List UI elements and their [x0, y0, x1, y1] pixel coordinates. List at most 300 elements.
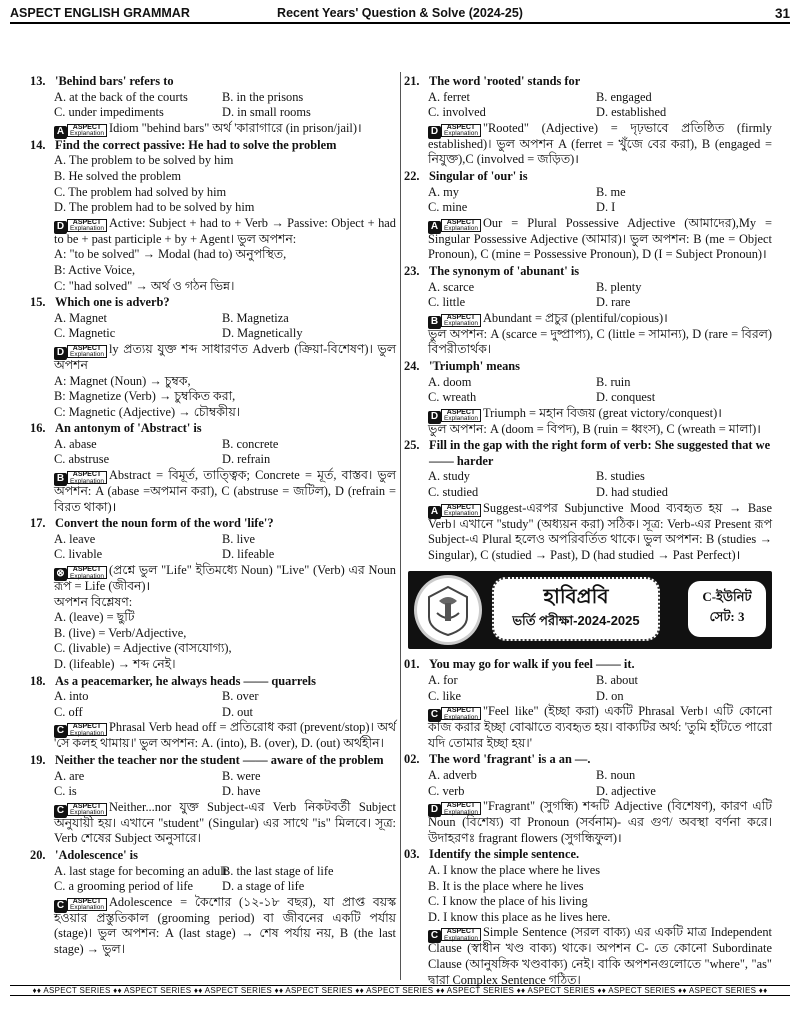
question-stem: Fill in the gap with the right form of verb: She suggested that we —— harder	[429, 438, 771, 468]
badge-word: Explanation	[444, 225, 478, 233]
option-item: A. at the back of the courts	[54, 89, 188, 104]
explanation-text	[404, 501, 772, 564]
options-grid	[404, 375, 772, 406]
question-text	[404, 264, 772, 280]
option-item: B. the last stage of life	[222, 863, 334, 878]
question-stem: Which one is adverb?	[55, 295, 170, 310]
question-stem: Identify the simple sentence.	[429, 847, 580, 862]
answer-key: A	[428, 506, 441, 519]
badge-brand: ASPECT	[72, 566, 102, 574]
question-block	[404, 264, 772, 358]
explanation-line: Simple Sentence (সরল বাক্য) এর একটি মাত্র Independent Clause (স্বাধীন খণ্ড বাক্য) থাকে। অপশন C- তে কোনো Subordinate Clause (আনুষঙ্গিক খণ্ডবাক্য) নেই। বাকি অপশনগুলোতে "where", "as" দ্বারা Complex Sentence গঠিত।	[428, 925, 772, 987]
answer-badge	[54, 124, 107, 137]
explanation-line: Abstract = বিমূর্ত, তাত্ত্বিক; Concrete = মূর্ত, বাস্তব। ভুল অপশন: A (abase =অপমান করা), C (abstruse = জটিল), D (refrain = বিরত থাকা)।	[54, 468, 396, 514]
answer-key: B	[54, 473, 67, 486]
badge-word: Explanation	[70, 225, 104, 233]
options-grid	[404, 673, 772, 704]
badge-brand: ASPECT	[446, 928, 476, 936]
explanation-text	[404, 925, 772, 988]
question-block	[30, 138, 396, 294]
explanation-line: C: "had solved" → অর্থ ও গঠন ভিন্ন।	[54, 278, 235, 293]
options-grid	[30, 864, 396, 895]
exam-year: ভর্তি পরীক্ষা-2024-2025	[512, 613, 640, 629]
answer-badge	[54, 219, 107, 232]
option-item: C. livable	[54, 547, 103, 562]
option-item: C. mine	[428, 200, 468, 215]
option-item: D. have	[222, 784, 261, 799]
option-item: D. in small rooms	[222, 105, 311, 120]
explanation-line: Suggest-এরপর Subjunctive Mood ব্যবহৃত হয় → Base Verb। এখানে "study" (অধ্যয়ন করা) সঠিক। সূত্র: Verb-এর Present রূপ Subject-এ Plural হলেও অপরিবর্তিত থাকে। ভুল অপশন: B (studies → Singular), C (studied → Past), D (had studied → Past Perfect)।	[428, 500, 772, 562]
question-stem: 'Triumph' means	[429, 358, 520, 373]
option-item: B. were	[222, 768, 261, 783]
explanation-line: A: Magnet (Noun) → চুম্বক,	[54, 373, 191, 388]
column-divider	[400, 72, 401, 980]
section-title: Recent Years' Question & Solve (2024-25)	[277, 6, 523, 20]
question-text	[30, 674, 396, 690]
explanation-text	[30, 657, 396, 673]
answer-key: ⊗	[54, 568, 67, 581]
explanation-text	[30, 342, 396, 374]
question-block	[404, 169, 772, 263]
option-item: B. studies	[596, 469, 645, 484]
badge-word: Explanation	[70, 477, 104, 485]
explanation-line: "Feel like" (ইচ্ছা করা) একটি Phrasal Verb। এটি কোনো কাজ করার ইচ্ছা বোঝাতে ব্যবহৃত হয়। বাক্যটির অর্থ: 'তুমি হাঁটতে পারো যদি তোমার ইচ্ছা হয়।'	[428, 704, 772, 750]
explanation-line: B. (live) = Verb/Adjective,	[54, 625, 187, 640]
options-grid	[30, 153, 396, 215]
options-grid	[404, 863, 772, 925]
option-item: A. last stage for becoming an adult	[54, 863, 228, 878]
badge-word: Explanation	[444, 713, 478, 721]
question-stem: The word 'rooted' stands for	[429, 74, 581, 88]
question-stem: 'Adolescence' is	[55, 847, 138, 862]
option-item: A. adverb	[428, 768, 477, 782]
answer-badge	[428, 124, 481, 137]
badge-word: Explanation	[444, 415, 478, 423]
question-number: 23.	[404, 263, 420, 278]
explanation-line: D. (lifeable) → শব্দ নেই।	[54, 657, 176, 671]
question-text	[30, 516, 396, 532]
explanation-label	[67, 219, 107, 232]
explanation-line: ভুল অপশন: A (doom = বিপদ), B (ruin = ধ্বংস), C (wreath = মালা)।	[428, 421, 761, 436]
explanation-line: Phrasal Verb head off = প্রতিরোধ করা (prevent/stop)। অর্থ 'সে কলহ থামায়।' ভুল অপশন: A. (into), B. (over), D. (out) অর্থহীন।	[54, 720, 396, 751]
option-item: D. adjective	[596, 783, 656, 798]
option-item: C. Magnetic	[54, 326, 116, 341]
option-item: C. involved	[428, 105, 486, 120]
answer-key: C	[428, 709, 441, 722]
answer-badge	[428, 219, 481, 232]
explanation-line: ভুল অপশন: A (scarce = দুষ্প্রাপ্য), C (little = সামান্য), D (rare = বিরল) বিপরীতার্থক।	[428, 326, 772, 357]
question-stem: An antonym of 'Abstract' is	[55, 421, 202, 436]
option-item: C. wreath	[428, 390, 477, 405]
option-item: B. It is the place where he lives	[428, 878, 584, 893]
question-stem: The word 'fragrant' is a an —.	[429, 752, 591, 767]
option-item: D. The problem had to be solved by him	[54, 200, 255, 215]
explanation-line: Triumph = মহান বিজয় (great victory/conquest)।	[482, 405, 722, 420]
question-block	[30, 421, 396, 515]
option-item: A. Magnet	[54, 310, 107, 325]
option-item: B. Magnetiza	[222, 310, 289, 325]
explanation-text	[404, 799, 772, 846]
explanation-line: অপশন বিশ্লেষণ:	[54, 594, 133, 609]
question-block	[404, 847, 772, 988]
options-grid	[30, 90, 396, 121]
badge-brand: ASPECT	[446, 218, 476, 226]
question-number: 17.	[30, 516, 46, 531]
explanation-text	[30, 626, 396, 642]
explanation-text	[30, 405, 396, 421]
badge-word: Explanation	[70, 904, 104, 912]
badge-word: Explanation	[444, 320, 478, 328]
question-number: 03.	[404, 847, 420, 862]
question-text	[30, 138, 396, 154]
badge-word: Explanation	[70, 130, 104, 138]
option-item: B. live	[222, 531, 256, 546]
explanation-label	[441, 124, 481, 137]
book-title: ASPECT ENGLISH GRAMMAR	[10, 6, 190, 20]
answer-badge	[428, 802, 481, 815]
answer-key: A	[54, 126, 67, 139]
answer-key: D	[428, 411, 441, 424]
explanation-line: A: "to be solved" → Modal (had to) অনুপস্থিত,	[54, 247, 287, 262]
explanation-line: "Rooted" (Adjective) = দৃঢ়ভাবে প্রতিষ্ঠিত (firmly established)। ভুল অপশন A (ferret = খুঁজে বের করা), B (engaged = নিযুক্ত),C (involved = জড়িত)।	[428, 120, 772, 167]
badge-brand: ASPECT	[446, 313, 476, 321]
option-item: A. abase	[54, 436, 97, 451]
answer-badge	[54, 345, 107, 358]
explanation-text	[404, 422, 772, 438]
badge-word: Explanation	[70, 351, 104, 359]
question-number: 21.	[404, 74, 420, 88]
explanation-line: ly প্রত্যয় যুক্ত শব্দ সাধারণত Adverb (ক্রিয়া-বিশেষণ)। ভুল অপশন	[54, 341, 396, 372]
badge-brand: ASPECT	[446, 123, 476, 131]
option-item: C. little	[428, 295, 466, 310]
question-block	[404, 657, 772, 751]
option-item: D. refrain	[222, 452, 271, 467]
question-stem: Find the correct passive: He had to solve the problem	[55, 137, 337, 152]
options-grid	[404, 469, 772, 500]
option-item: C. I know the place of his living	[428, 894, 588, 909]
explanation-line: C: Magnetic (Adjective) → চৌম্বকীয়।	[54, 404, 241, 419]
options-grid	[30, 689, 396, 720]
answer-badge	[54, 471, 107, 484]
question-stem: As a peacemarker, he always heads —— quarrels	[55, 673, 316, 688]
option-item: B. over	[222, 689, 259, 704]
explanation-text	[404, 327, 772, 358]
right-questions-a	[404, 74, 772, 563]
question-block	[404, 74, 772, 168]
option-item: B. in the prisons	[222, 89, 304, 104]
question-block	[404, 752, 772, 846]
explanation-text	[30, 216, 396, 248]
explanation-line: Idiom "behind bars" অর্থ 'কারাগারে (in prison/jail)।	[108, 120, 362, 135]
right-questions-b	[404, 657, 772, 988]
badge-brand: ASPECT	[72, 344, 102, 352]
option-item: C. verb	[428, 783, 465, 798]
option-item: D. lifeable	[222, 547, 275, 562]
option-item: C. is	[54, 784, 77, 799]
explanation-label	[441, 409, 481, 422]
explanation-text	[30, 468, 396, 515]
question-stem: 'Behind bars' refers to	[55, 74, 174, 88]
badge-brand: ASPECT	[72, 471, 102, 479]
question-block	[404, 438, 772, 563]
answer-key: C	[54, 805, 67, 818]
answer-badge	[428, 928, 481, 941]
explanation-text	[30, 610, 396, 626]
answer-badge	[428, 314, 481, 327]
option-item: A. my	[428, 184, 459, 199]
explanation-text	[30, 595, 396, 611]
question-stem: The synonym of 'abunant' is	[429, 263, 580, 278]
explanation-text	[30, 263, 396, 279]
answer-badge	[54, 803, 107, 816]
left-column	[30, 74, 396, 979]
option-item: A. leave	[54, 531, 96, 546]
explanation-label	[67, 471, 107, 484]
question-number: 15.	[30, 295, 46, 310]
badge-word: Explanation	[444, 510, 478, 518]
explanation-label	[67, 898, 107, 911]
badge-brand: ASPECT	[72, 723, 102, 731]
question-text	[30, 421, 396, 437]
explanation-text	[30, 389, 396, 405]
question-number: 18.	[30, 673, 46, 688]
question-number: 16.	[30, 421, 46, 436]
options-grid	[404, 280, 772, 311]
explanation-line: B: Active Voice,	[54, 262, 136, 277]
options-grid	[30, 769, 396, 800]
question-text	[404, 847, 772, 863]
explanation-label	[67, 803, 107, 816]
options-grid	[30, 437, 396, 468]
badge-brand: ASPECT	[72, 123, 102, 131]
option-item: A. ferret	[428, 89, 470, 104]
explanation-text	[30, 279, 396, 295]
badge-brand: ASPECT	[446, 408, 476, 416]
question-block	[30, 753, 396, 847]
explanation-text	[30, 800, 396, 847]
explanation-line: (প্রশ্নে ভুল "Life" ইতিমধ্যে Noun) "Live" (Verb) এর Noun রূপ = Life (জীবন)।	[54, 563, 396, 594]
option-item: C. The problem had solved by him	[54, 184, 227, 199]
option-item: D. conquest	[596, 390, 656, 405]
question-number: 22.	[404, 168, 420, 183]
question-stem: Convert the noun form of the word 'life'?	[55, 516, 274, 531]
explanation-label	[67, 345, 107, 358]
question-number: 24.	[404, 358, 420, 373]
options-grid	[404, 90, 772, 121]
options-grid	[404, 185, 772, 216]
university-name: হাবিপ্রবি	[543, 586, 609, 609]
explanation-line: A. (leave) = ছুটি	[54, 610, 135, 625]
question-stem: Neither the teacher nor the student —— aware of the problem	[55, 752, 384, 767]
option-item: A. into	[54, 689, 89, 704]
answer-badge	[428, 409, 481, 422]
explanation-line: "Fragrant" (সুগন্ধি) শব্দটি Adjective (বিশেষণ), কারণ এটি Noun (বিশেষ্য) বা Pronoun (সর্বনাম)- এর গুণ/ অবস্থা বর্ণনা করে। উদাহরণঃ fragrant flowers (সুগন্ধিফুল)।	[428, 799, 772, 845]
question-block	[30, 516, 396, 672]
option-item: B. engaged	[596, 89, 652, 104]
options-grid	[30, 311, 396, 342]
question-text	[404, 438, 772, 469]
option-item: A. doom	[428, 374, 472, 389]
explanation-label	[441, 928, 481, 941]
university-logo	[414, 575, 482, 645]
option-item: C. under impediments	[54, 105, 164, 120]
question-number: 19.	[30, 752, 46, 767]
badge-word: Explanation	[70, 729, 104, 737]
option-item: D. out	[222, 704, 253, 719]
explanation-text	[404, 121, 772, 168]
option-item: D. I	[596, 200, 616, 215]
question-block	[30, 74, 396, 137]
explanation-label	[441, 219, 481, 232]
page-number: 31	[774, 6, 790, 21]
answer-key: C	[54, 725, 67, 738]
answer-key: C	[54, 900, 67, 913]
option-item: B. noun	[596, 768, 636, 782]
explanation-line: Adolescence = কৈশোর (১২-১৮ বছর), যা প্রাপ্ত বয়স্ক হওয়ার প্রস্তুতিকাল (grooming period) বা জীবনের একটি পর্যায় (stage)। ভুল অপশন: A (last stage) → শেষ পর্যায় নয়, B (the last stage) → ভুল।	[54, 894, 396, 956]
badge-brand: ASPECT	[446, 802, 476, 810]
badge-word: Explanation	[70, 572, 104, 580]
option-item: A. for	[428, 673, 458, 688]
answer-badge	[428, 707, 481, 720]
explanation-text	[30, 247, 396, 263]
explanation-text	[30, 121, 396, 137]
answer-key: D	[54, 347, 67, 360]
explanation-text	[30, 720, 396, 752]
answer-badge	[428, 504, 481, 517]
explanation-label	[441, 802, 481, 815]
question-text	[404, 169, 772, 185]
option-item: D. rare	[596, 295, 631, 310]
option-item: A. are	[54, 768, 85, 783]
question-text	[30, 753, 396, 769]
option-item: A. The problem to be solved by him	[54, 153, 234, 168]
answer-key: A	[428, 221, 441, 234]
answer-key: C	[428, 930, 441, 943]
explanation-line: Our = Plural Possessive Adjective (আমাদের),My = Singular Possessive Adjective (আমার)। ভুল অপশন: B (me = Object Pronoun), C (mine = Possessive Pronoun), D (I = Subject Pronoun)।	[428, 215, 772, 262]
answer-badge	[54, 723, 107, 736]
answer-badge	[54, 566, 107, 579]
option-item: A. study	[428, 469, 470, 484]
answer-key: D	[428, 126, 441, 139]
option-item: D. a stage of life	[222, 879, 305, 894]
question-number: 02.	[404, 752, 420, 767]
question-text	[30, 295, 396, 311]
explanation-text	[404, 406, 772, 422]
option-item: B. He solved the problem	[54, 168, 181, 183]
option-item: B. me	[596, 184, 626, 199]
explanation-line: Active: Subject + had to + Verb → Passive: Object + had to be + past participle + by + Agent। ভুল অপশন:	[54, 215, 396, 246]
explanation-text	[30, 563, 396, 595]
badge-word: Explanation	[444, 130, 478, 138]
option-item: D. on	[596, 688, 624, 703]
option-item: A. I know the place where he lives	[428, 862, 601, 877]
badge-word: Explanation	[444, 934, 478, 942]
question-text	[404, 359, 772, 375]
option-item: B. concrete	[222, 436, 279, 451]
unit-box	[688, 581, 766, 637]
question-number: 14.	[30, 137, 46, 152]
explanation-line: Abundant = প্রচুর (plentiful/copious)।	[482, 310, 668, 325]
explanation-line: B: Magnetize (Verb) → চুম্বকিত করা,	[54, 389, 236, 404]
explanation-label	[441, 314, 481, 327]
badge-brand: ASPECT	[72, 218, 102, 226]
question-text	[30, 848, 396, 864]
option-item: D. had studied	[596, 485, 668, 500]
options-grid	[30, 532, 396, 563]
right-column	[404, 74, 772, 987]
question-stem: You may go for walk if you feel —— it.	[429, 657, 635, 672]
question-block	[404, 359, 772, 437]
page-header	[10, 6, 790, 24]
badge-brand: ASPECT	[446, 503, 476, 511]
option-item: A. scarce	[428, 279, 475, 294]
explanation-text	[404, 311, 772, 327]
explanation-label	[441, 504, 481, 517]
explanation-line: C. (livable) = Adjective (বাসযোগ্য),	[54, 641, 232, 656]
explanation-line: Neither...nor যুক্ত Subject-এর Verb নিকটবর্তী Subject অনুযায়ী হয়। এখানে "student" (Singular) এর সাথে "is" মিলবে। সূত্র: Verb শেষের Subject অনুসারে।	[54, 799, 396, 846]
option-item: C. a grooming period of life	[54, 879, 194, 894]
option-item: C. abstruse	[54, 452, 110, 467]
answer-badge	[54, 898, 107, 911]
exam-title-box	[492, 577, 660, 641]
explanation-text	[30, 895, 396, 958]
question-text	[404, 657, 772, 673]
answer-key: B	[428, 316, 441, 329]
options-grid	[404, 768, 772, 799]
set-label: সেট: 3	[709, 609, 745, 625]
explanation-label	[67, 566, 107, 579]
explanation-text	[30, 641, 396, 657]
question-text	[404, 74, 772, 90]
question-stem: Singular of 'our' is	[429, 168, 528, 183]
explanation-text	[404, 704, 772, 751]
question-number: 13.	[30, 74, 46, 88]
badge-word: Explanation	[444, 808, 478, 816]
exam-banner	[408, 571, 772, 649]
option-item: B. ruin	[596, 374, 631, 389]
explanation-label	[67, 124, 107, 137]
option-item: D. I know this place as he lives here.	[428, 909, 611, 924]
question-text	[30, 74, 396, 90]
explanation-text	[30, 374, 396, 390]
explanation-text	[404, 216, 772, 263]
question-number: 20.	[30, 847, 46, 862]
option-item: C. off	[54, 704, 83, 719]
unit-label: C-ইউনিট	[702, 589, 752, 605]
answer-key: D	[54, 221, 67, 234]
option-item: D. Magnetically	[222, 326, 303, 341]
badge-word: Explanation	[70, 809, 104, 817]
explanation-label	[67, 723, 107, 736]
option-item: C. like	[428, 688, 462, 703]
question-number: 01.	[404, 657, 420, 672]
explanation-label	[441, 707, 481, 720]
option-item: C. studied	[428, 485, 479, 500]
question-block	[30, 295, 396, 420]
answer-key: D	[428, 804, 441, 817]
question-text	[404, 752, 772, 768]
badge-brand: ASPECT	[72, 897, 102, 905]
option-item: B. plenty	[596, 279, 642, 294]
badge-brand: ASPECT	[72, 802, 102, 810]
badge-brand: ASPECT	[446, 707, 476, 715]
page-footer: ♦♦ ASPECT SERIES ♦♦ ASPECT SERIES ♦♦ ASPECT SERIES ♦♦ ASPECT SERIES ♦♦ ASPECT SERIES ♦♦ ASPECT SERIES ♦♦ ASPECT SERIES ♦♦ ASPECT SERIES ♦♦ ASPECT SERIES ♦♦	[10, 985, 790, 996]
option-item: B. about	[596, 673, 638, 688]
question-block	[30, 848, 396, 958]
option-item: D. established	[596, 105, 667, 120]
question-block	[30, 674, 396, 752]
question-number: 25.	[404, 438, 420, 453]
